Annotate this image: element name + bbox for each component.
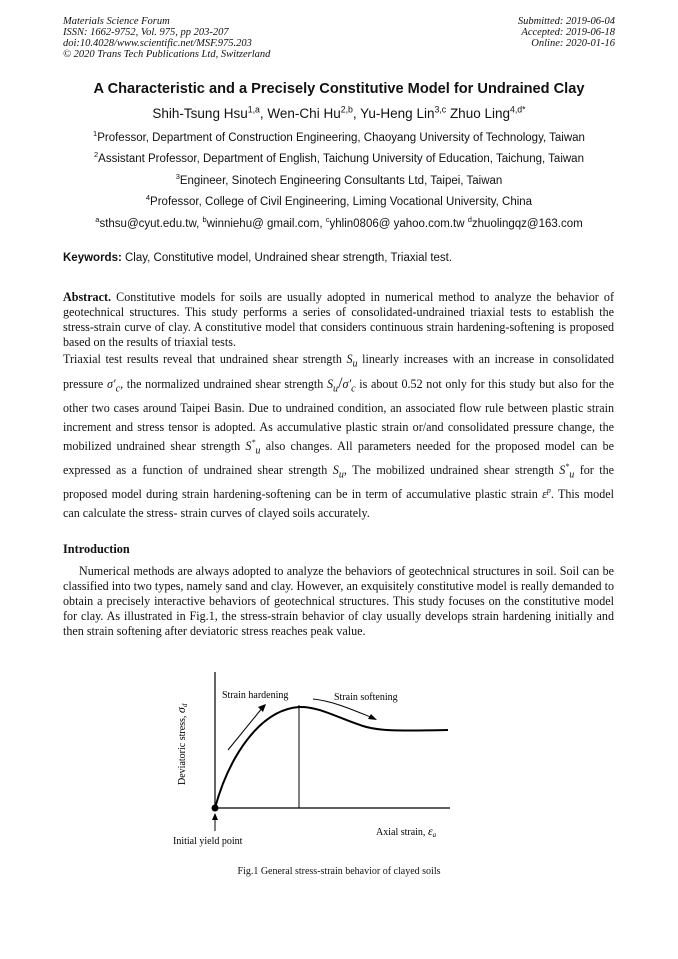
affiliation-text: Engineer, Sinotech Engineering Consultants Ltd, Taipei, Taiwan [179, 175, 503, 187]
abstract-text: is about 0.52 not only for this study but also for the other two cases around Taipei Basin. Due to undrained condition, an associated flow rule between plastic strain increment and stress tensor is adopted. As accumulative plastic strain or/and consolidated pressure change, the mobilized undrained shear strength [63, 376, 614, 454]
sigma-c-symbol: $\sigma'_c$ [106, 376, 121, 395]
email-sup: a [95, 215, 100, 225]
strain-hardening-label: Strain hardening [222, 690, 289, 701]
author-sup: 3,c [434, 104, 447, 115]
abstract-text: for the proposed model during strain hardening-softening can be in term of accumulative plastic strain [63, 463, 614, 502]
abstract-text: Triaxial test results reveal that undrained shear strength [63, 352, 347, 366]
author-name: Yu-Heng Lin [360, 106, 435, 121]
affiliation [0, 172, 678, 187]
email: yhlin0806@ yahoo.com.tw [329, 218, 468, 230]
issn: ISSN: 1662-9752, Vol. 975, pp 203-207 [63, 27, 229, 38]
accepted-date: Accepted: 2019-06-18 [521, 27, 615, 38]
journal-info [63, 16, 270, 60]
affiliation-text: Professor, Department of Construction Engineering, Chaoyang University of Technology, Taiwan [97, 132, 585, 144]
abstract-text: . This model can calculate the stress- strain curves of clayed soils accurately. [63, 487, 614, 521]
email-sup: b [202, 215, 207, 225]
softening-arrowhead [368, 714, 377, 720]
author-sup: 4,d* [509, 104, 526, 115]
author-sup: 2,b [340, 104, 353, 115]
abstract-text: Constitutive models for soils are usually adopted in numerical method to analyze the behavior of geotechnical structures. This study performs a series of consolidated-undrained triaxial tests to establish the stress-strain curve of clay. A constitutive model that considers continuous strain hardening-softening is proposed based on the results of triaxial tests. [63, 290, 614, 349]
author-list: Shih-Tsung Hsu$^{1,a}$, Wen-Chi Hu$^{2,b}$, Yu-Heng Lin$^{3,c}$ Zhuo Ling$^{4,d*}$ [152, 104, 526, 121]
yield-arrowhead [212, 813, 218, 820]
author-name: Wen-Chi Hu [267, 106, 341, 121]
email: sthsu@cyut.edu.tw, [99, 218, 203, 230]
affiliation [0, 150, 678, 165]
su-star-symbol: $S^*_u$ [559, 462, 575, 481]
yield-point-marker [212, 805, 219, 812]
introduction-para: Numerical methods are always adopted to analyze the behaviors of geotechnical structures in soil. Soil can be classified into two types, namely sand and clay. However, an exquisitely constitutive model is really demanded to obtain a precisely interactive behaviors of geotechnical structures. This study focuses on the constitutive model for clay. As illustrated in Fig.1, the stress-strain behavior of clay usually develops strain hardening initially and then strain softening after deviatoric stress reaches peak value. [63, 564, 614, 638]
abstract [63, 290, 614, 524]
yield-point-label: Initial yield point [173, 836, 243, 847]
stress-strain-figure [168, 660, 468, 855]
keywords-label: Keywords: [63, 252, 122, 264]
hardening-arrowhead [258, 704, 266, 712]
affiliation-sup: 4 [145, 193, 151, 203]
email: winniehu@ gmail.com, [206, 218, 326, 230]
email: zhuolingqz@163.com [471, 218, 583, 230]
affiliation-text: Professor, College of Civil Engineering, Liming Vocational University, China [150, 196, 533, 208]
abstract-para-2 [63, 350, 614, 524]
abstract-text: linearly increases with an increase in consolidated pressure [63, 352, 614, 391]
dates-info [518, 16, 615, 49]
introduction-body [63, 564, 614, 639]
affiliation [0, 193, 678, 208]
normalized-ratio-symbol: $S_u/\sigma'_c$ [326, 374, 356, 395]
abstract-para-1 [63, 290, 614, 350]
keywords-text: Clay, Constitutive model, Undrained shear strength, Triaxial test. [125, 252, 453, 264]
author-name: Shih-Tsung Hsu [152, 106, 248, 121]
x-axis-label: Axial strain, $\varepsilon_a$ [376, 824, 437, 839]
affiliation-text: Assistant Professor, Department of English, Taichung University of Education, Taichung, Taiwan [98, 153, 584, 165]
su-symbol: $S_u$ [332, 463, 344, 481]
paper-title: A Characteristic and a Precisely Constitutive Model for Undrained Clay [93, 81, 585, 97]
author-name: Zhuo Ling [449, 106, 510, 121]
email-list [0, 215, 678, 230]
strain-softening-label: Strain softening [334, 692, 398, 703]
affiliation-sup: 3 [175, 172, 180, 182]
abstract-label: Abstract. [63, 290, 112, 304]
submitted-date: Submitted: 2019-06-04 [517, 16, 615, 27]
journal-name: Materials Science Forum [63, 16, 170, 27]
su-star-symbol: $S^*_u$ [245, 438, 261, 457]
eps-p-symbol: $\varepsilon^p$ [542, 486, 551, 502]
doi: doi:10.4028/www.scientific.net/MSF.975.203 [63, 38, 252, 49]
abstract-text: also changes. All parameters needed for the proposed model can be expressed as a function of undrained shear strength [63, 439, 614, 478]
y-axis-label: Deviatoric stress, $\sigma_d$ [174, 703, 189, 785]
email-sup: d [467, 215, 472, 225]
email-sup: c [325, 215, 330, 225]
copyright: © 2020 Trans Tech Publications Ltd, Switzerland [63, 49, 271, 60]
abstract-text: , The mobilized undrained shear strength [343, 463, 560, 478]
affiliation [0, 129, 678, 144]
affiliation-sup: 2 [94, 150, 99, 160]
introduction-heading: Introduction [63, 542, 130, 556]
stress-strain-curve [215, 707, 448, 808]
online-date: Online: 2020-01-16 [531, 38, 615, 49]
su-symbol: $S_u$ [346, 352, 358, 370]
figure-caption: Fig.1 General stress-strain behavior of clayed soils [237, 866, 441, 877]
author-sup: 1,a [247, 104, 260, 115]
affiliation-sup: 1 [93, 129, 98, 139]
abstract-text: , the normalized undrained shear strength [120, 376, 327, 391]
keywords [63, 252, 452, 264]
